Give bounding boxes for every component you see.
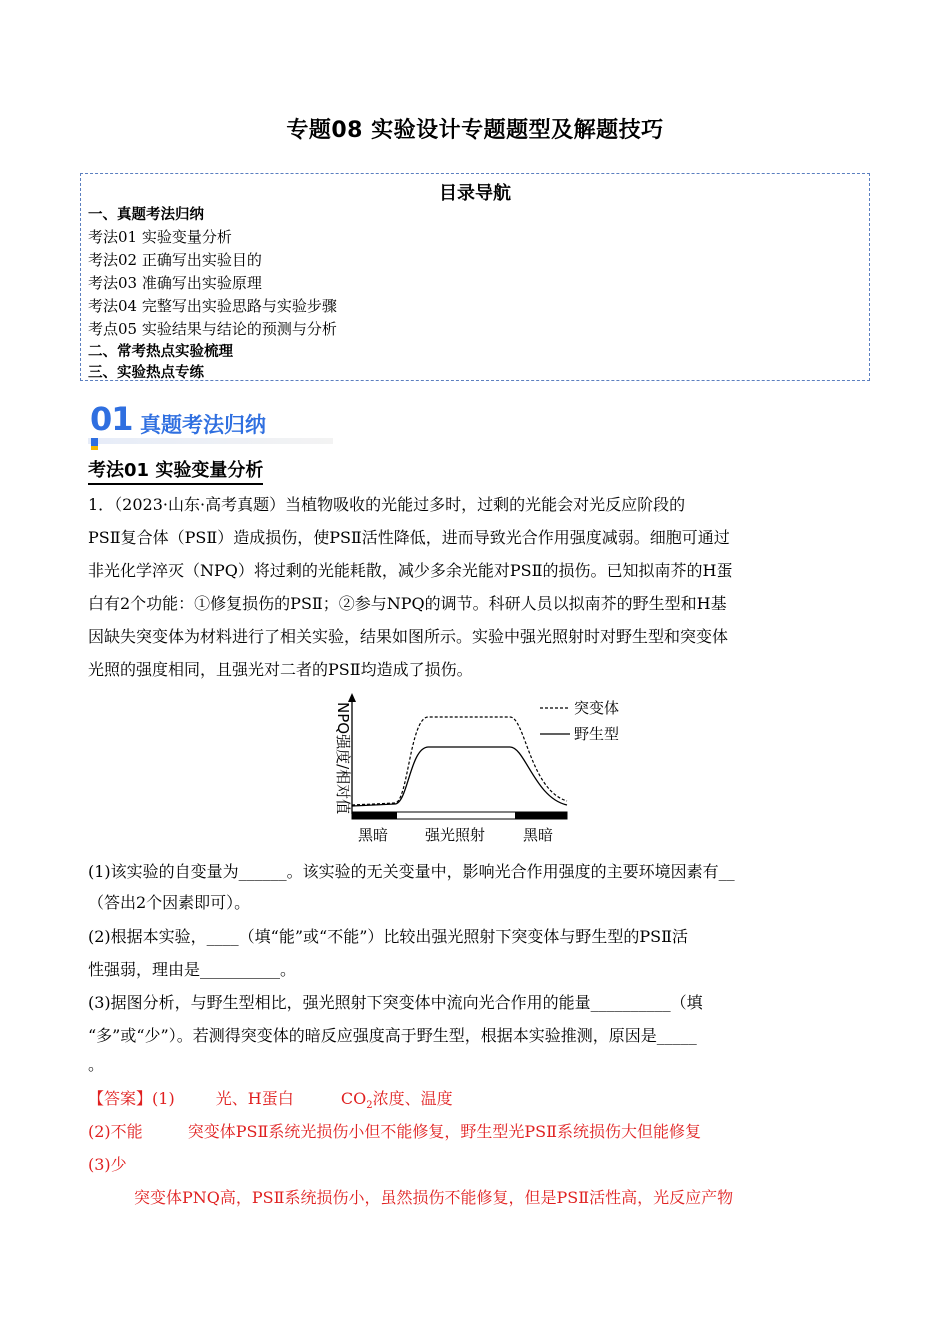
answer-1-rest: 浓度、温度 [372, 1089, 453, 1108]
banner-number: 01 [90, 400, 133, 438]
answer-1-co: CO [340, 1089, 367, 1108]
subquestion-2: (2)根据本实验，____（填“能”或“不能”）比较出强光照射下突变体与野生型的PSⅡ活 [88, 927, 688, 946]
toc-item-1[interactable]: 一、真题考法归纳 [88, 207, 204, 223]
subquestion-1: (1)该实验的自变量为______。该实验的无关变量中，影响光合作用强度的主要环境因素有__ [88, 862, 735, 881]
banner-accent-yellow [91, 446, 98, 450]
answer-2-text: 突变体PSⅡ系统光损伤小但不能修复，野生型光PSⅡ系统损伤大但能修复 [187, 1122, 701, 1141]
banner-title: 真题考法归纳 [140, 413, 266, 437]
question-line-5: 因缺失突变体为材料进行了相关实验，结果如图所示。实验中强光照射时对野生型和突变体 [88, 627, 729, 646]
dark-segment-2 [515, 812, 567, 819]
toc-item-7[interactable]: 二、常考热点实验梳理 [88, 344, 233, 360]
y-axis-arrow [348, 693, 356, 702]
table-of-contents [80, 173, 870, 381]
answer-1-part1: 光、H蛋白 [215, 1089, 294, 1108]
x-tick-label-light: 强光照射 [425, 826, 486, 844]
dark-segment-1 [352, 812, 397, 819]
series-line-mutant [352, 717, 567, 805]
answer-1-part2 [340, 1089, 453, 1112]
answer-label: 【答案】 [88, 1089, 153, 1108]
question-line-1: 1．（2023·山东·高考真题）当植物吸收的光能过多时，过剩的光能会对光反应阶段的 [88, 495, 686, 514]
answer-3-text: 突变体PNQ高，PSⅡ系统损伤小，虽然损伤不能修复，但是PSⅡ活性高，光反应产物 [134, 1188, 734, 1207]
section-banner [88, 400, 338, 448]
x-tick-label-dark-2: 黑暗 [523, 826, 554, 844]
subquestion-3-end: 。 [88, 1055, 105, 1074]
toc-item-6[interactable]: 考点05 实验结果与结论的预测与分析 [88, 320, 337, 338]
toc-item-5[interactable]: 考法04 完整写出实验思路与实验步骤 [88, 297, 337, 315]
legend-label-wildtype: 野生型 [574, 725, 620, 743]
question-line-2: PSⅡ复合体（PSⅡ）造成损伤，使PSⅡ活性降低，进而导致光合作用强度减弱。细胞可通过 [88, 528, 730, 547]
chart-ylabel: NPQ强度/相对值 [334, 702, 352, 815]
question-line-3: 非光化学淬灭（NPQ）将过剩的光能耗散，减少多余光能对PSⅡ的损伤。已知拟南芥的H蛋 [88, 561, 733, 580]
answer-1-subscript: 2 [366, 1100, 373, 1112]
subquestion-1-cont: （答出2个因素即可）。 [88, 893, 251, 912]
page-title: 专题08 实验设计专题题型及解题技巧 [286, 118, 664, 143]
npq-chart [310, 690, 640, 850]
banner-accent-blue [91, 438, 98, 446]
answer-3-number: (3)少 [88, 1155, 127, 1174]
question-line-4: 白有2个功能：①修复损伤的PSⅡ；②参与NPQ的调节。科研人员以拟南芥的野生型和H基 [88, 594, 727, 613]
series-line-wildtype [352, 747, 567, 806]
x-tick-label-dark-1: 黑暗 [358, 826, 389, 844]
toc-heading: 目录导航 [439, 183, 511, 204]
answer-line-2 [88, 1115, 701, 1149]
toc-item-8[interactable]: 三、实验热点专练 [88, 365, 204, 381]
question-line-6: 光照的强度相同，且强光对二者的PSⅡ均造成了损伤。 [88, 660, 473, 679]
subquestion-3-cont: “多”或“少”）。若测得突变体的暗反应强度高于野生型，根据本实验推测，原因是_____ [88, 1026, 697, 1045]
toc-item-2[interactable]: 考法01 实验变量分析 [88, 228, 232, 246]
toc-item-3[interactable]: 考法02 正确写出实验目的 [88, 251, 262, 269]
subquestion-3: (3)据图分析，与野生型相比，强光照射下突变体中流向光合作用的能量__________（填 [88, 993, 703, 1012]
toc-item-4[interactable]: 考法03 准确写出实验原理 [88, 274, 262, 292]
answer-1-number: (1) [152, 1089, 175, 1108]
legend-label-mutant: 突变体 [574, 699, 620, 717]
answer-2-number: (2)不能 [88, 1122, 143, 1141]
subquestion-2-cont: 性强弱，理由是__________。 [88, 960, 297, 979]
section-heading: 考法01 实验变量分析 [88, 456, 263, 485]
